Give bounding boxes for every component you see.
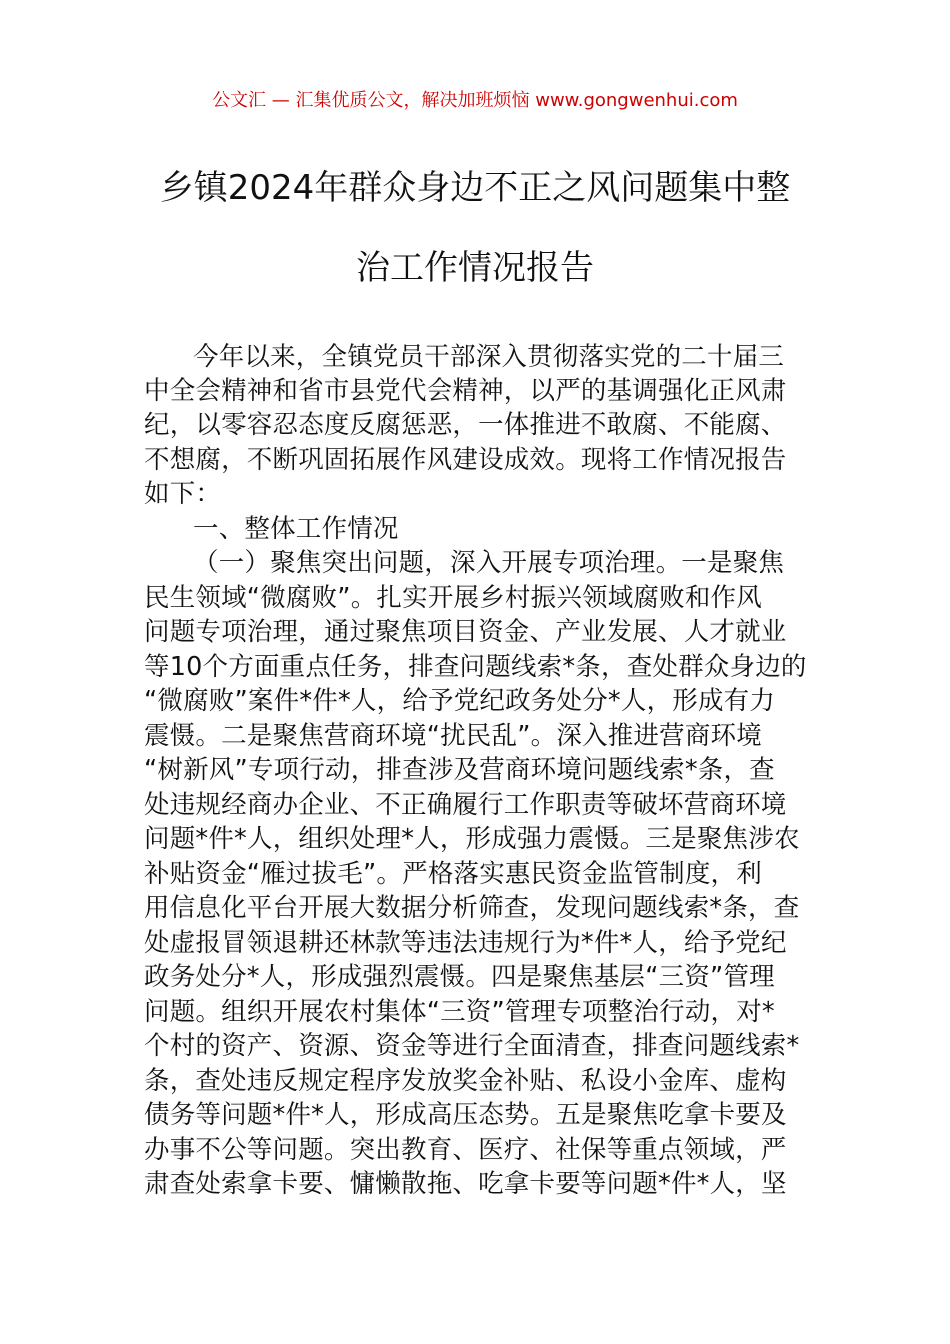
body-line: 政务处分*人，形成强烈震慑。四是聚焦基层“三资”管理 (144, 962, 775, 992)
body-line: 用信息化平台开展大数据分析筛查，发现问题线索*条，查 (144, 893, 800, 923)
body-line: “微腐败”案件*件*人，给予党纪政务处分*人，形成有力 (144, 686, 776, 716)
body-line: 问题*件*人，组织处理*人，形成强力震慑。三是聚焦涉农 (144, 824, 800, 854)
body-line: 今年以来，全镇党员干部深入贯彻落实党的二十届三 (193, 342, 785, 372)
body-line: 办事不公等问题。突出教育、医疗、社保等重点领域，严 (144, 1135, 787, 1165)
body-line: 如下： (144, 479, 222, 509)
body-line: 不想腐，不断巩固拓展作风建设成效。现将工作情况报告 (144, 445, 787, 475)
body-line: （一）聚焦突出问题，深入开展专项治理。一是聚焦 (193, 548, 785, 578)
header-banner: 公文汇 — 汇集优质公文，解决加班烦恼 www.gongwenhui.com (212, 90, 738, 111)
body-line: 债务等问题*件*人，形成高压态势。五是聚焦吃拿卡要及 (144, 1100, 787, 1130)
body-line: 处违规经商办企业、不正确履行工作职责等破坏营商环境 (144, 790, 787, 820)
body-line: 纪，以零容忍态度反腐惩恶，一体推进不敢腐、不能腐、 (144, 410, 787, 440)
body-line: 肃查处索拿卡要、慵懒散拖、吃拿卡要等问题*件*人，坚 (144, 1169, 787, 1199)
body-line: 问题专项治理，通过聚焦项目资金、产业发展、人才就业 (144, 617, 787, 647)
document-title-line-2: 治工作情况报告 (356, 248, 594, 288)
body-line: 条，查处违反规定程序发放奖金补贴、私设小金库、虚构 (144, 1066, 787, 1096)
body-line: 补贴资金“雁过拔毛”。严格落实惠民资金监管制度，利 (144, 859, 762, 889)
section-heading: 一、整体工作情况 (193, 514, 399, 544)
body-line: 处虚报冒领退耕还林款等违法违规行为*件*人，给予党纪 (144, 928, 787, 958)
body-line: 中全会精神和省市县党代会精神，以严的基调强化正风肃 (144, 376, 787, 406)
body-line: 民生领域“微腐败”。扎实开展乡村振兴领域腐败和作风 (144, 583, 762, 613)
body-line: 等10个方面重点任务，排查问题线索*条，查处群众身边的 (144, 652, 807, 682)
document-title-line-1: 乡镇2024年群众身边不正之风问题集中整 (159, 168, 791, 208)
body-line: “树新风”专项行动，排查涉及营商环境问题线索*条，查 (144, 755, 775, 785)
body-line: 个村的资产、资源、资金等进行全面清查，排查问题线索* (144, 1031, 800, 1061)
body-line: 震慑。二是聚焦营商环境“扰民乱”。深入推进营商环境 (144, 721, 762, 751)
body-line: 问题。组织开展农村集体“三资”管理专项整治行动，对* (144, 997, 775, 1027)
